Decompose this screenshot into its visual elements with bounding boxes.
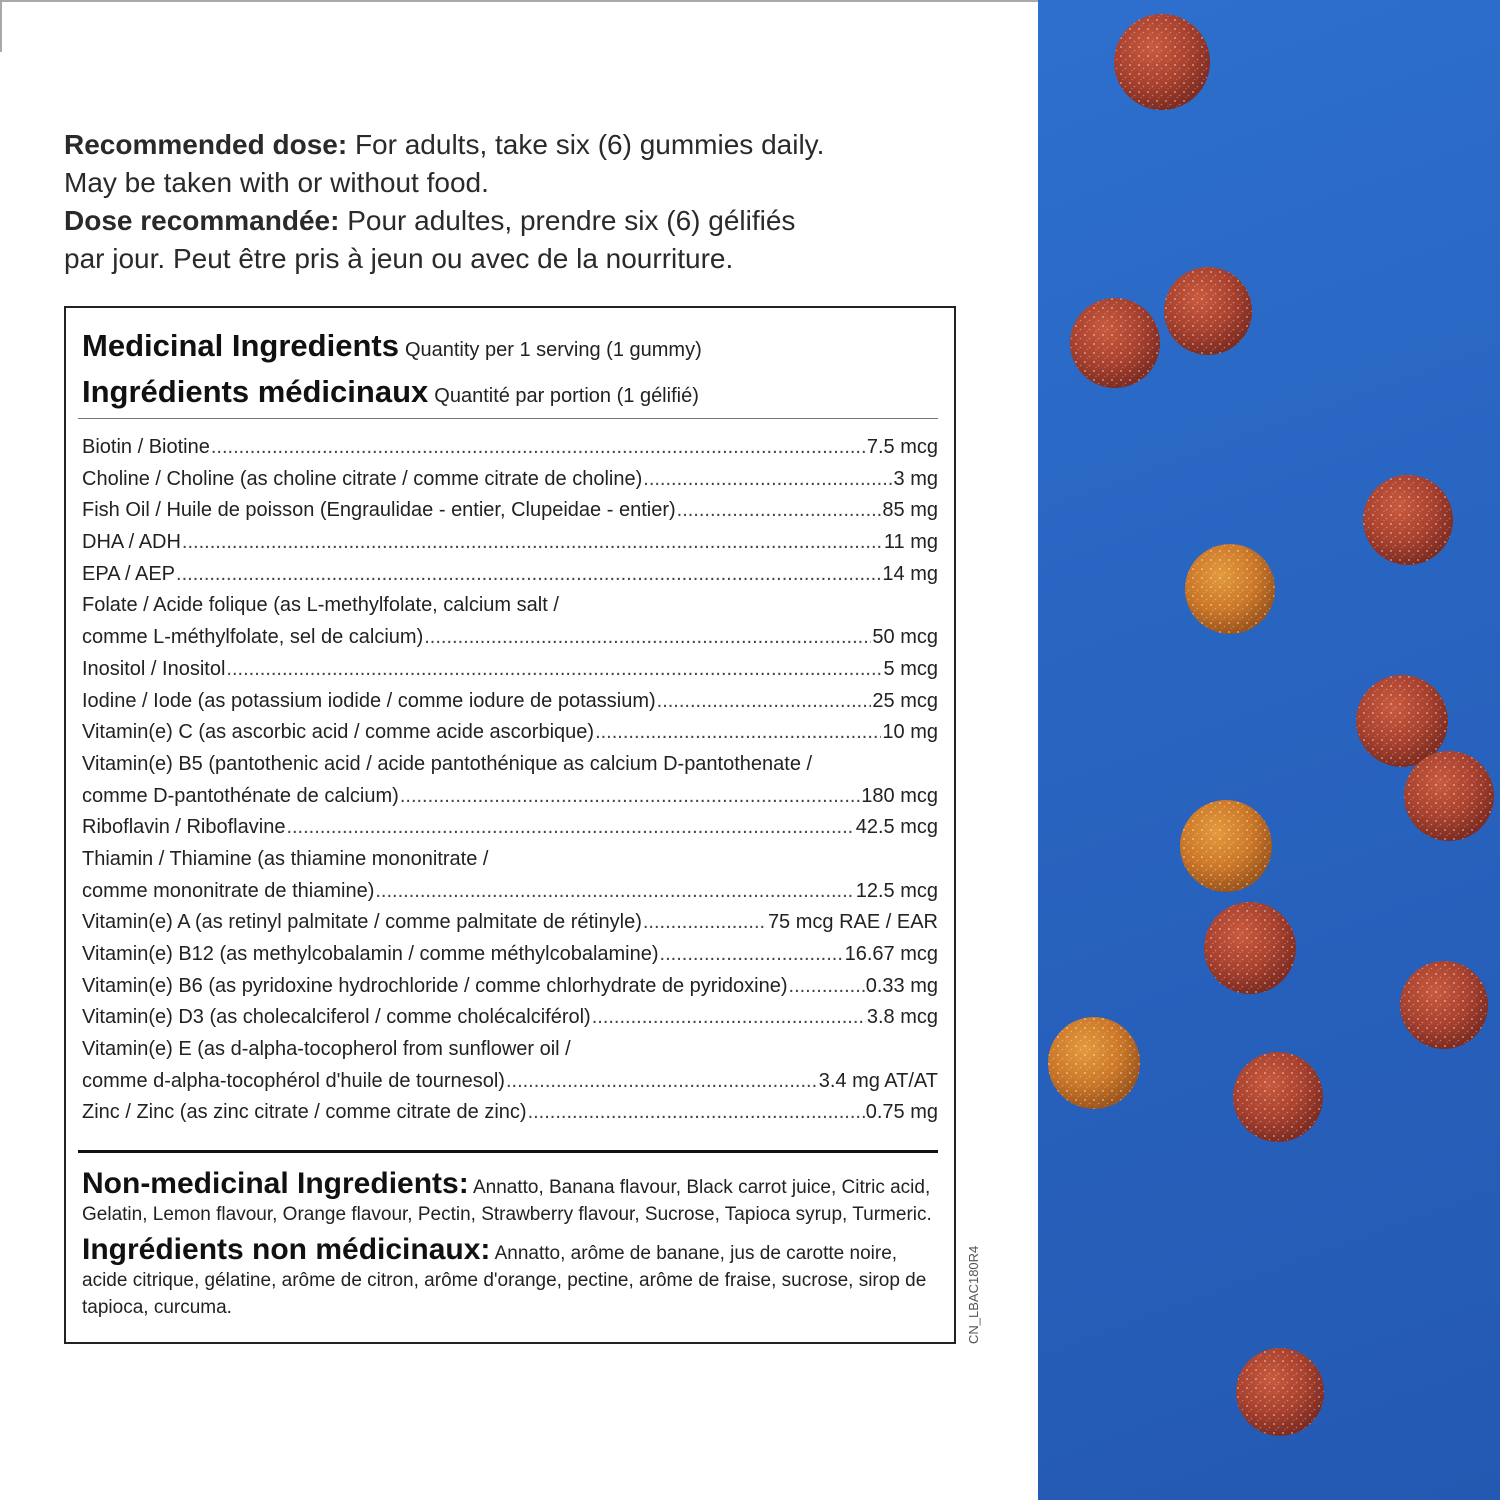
ingredient-row: [82, 626, 938, 658]
ingredients-panel: [64, 306, 956, 1344]
ingredient-name: Zinc / Zinc (as zinc citrate / comme citrate de zinc): [82, 1101, 527, 1124]
nonmedicinal-section: [82, 1167, 932, 1321]
dot-leader: [595, 721, 881, 744]
ingredient-name: Vitamin(e) E (as d-alpha-tocopherol from sunflower oil /: [82, 1038, 571, 1061]
dot-leader: [211, 436, 866, 459]
dot-leader: [677, 499, 882, 522]
gummy-6-red: [1356, 675, 1448, 767]
dot-leader: [182, 531, 883, 554]
ingredient-name: comme mononitrate de thiamine): [82, 879, 375, 902]
crop-corner-mark: [0, 0, 1040, 52]
ingredient-row: [82, 721, 938, 753]
ingredient-amount: 0.33 mg: [865, 974, 938, 997]
ingredient-name: Iodine / Iode (as potassium iodide / comme iodure de potassium): [82, 689, 656, 712]
ingredient-row: [82, 753, 938, 785]
label-code: CN_LBAC180R4: [966, 1245, 981, 1344]
nonmedicinal-text-en: Annatto, Banana flavour, Black carrot juice, Citric acid, Gelatin, Lemon flavour, Orange flavour, Pectin, Strawberry flavour, Sucrose, Tapioca syrup, Turmeric.: [82, 1177, 932, 1225]
gummy-13-red: [1236, 1348, 1324, 1436]
ingredient-name: Vitamin(e) B5 (pantothenic acid / acide pantothénique as calcium D-pantothenate /: [82, 752, 813, 775]
dot-leader: [789, 975, 865, 998]
dose-text-en-2: May be taken with or without food.: [64, 167, 489, 198]
dose-text-fr-1: Pour adultes, prendre six (6) gélifiés: [339, 205, 796, 236]
ingredient-row: [82, 1006, 938, 1038]
ingredient-name: Folate / Acide folique (as L-methylfolate, calcium salt /: [82, 594, 559, 617]
ingredient-name: Fish Oil / Huile de poisson (Engraulidae - entier, Clupeidae - entier): [82, 499, 676, 522]
gummy-5-orange: [1185, 544, 1275, 634]
dot-leader: [528, 1101, 865, 1124]
ingredient-name: comme D-pantothénate de calcium): [82, 784, 399, 807]
ingredient-row: [82, 880, 938, 912]
ingredient-name: Vitamin(e) B6 (as pyridoxine hydrochloride / comme chlorhydrate de pyridoxine): [82, 974, 788, 997]
dose-text-fr-2: par jour. Peut être pris à jeun ou avec de la nourriture.: [64, 243, 734, 274]
medicinal-ingredient-list: [82, 436, 938, 1133]
ingredient-row: [82, 658, 938, 690]
ingredient-row: [82, 911, 938, 943]
gummy-1-red: [1114, 14, 1210, 110]
gummy-7-red: [1404, 751, 1494, 841]
ingredient-row: [82, 816, 938, 848]
ingredient-name: Vitamin(e) D3 (as cholecalciferol / comme cholécalciférol): [82, 1006, 591, 1029]
gummies-illustration: [1038, 0, 1500, 1500]
ingredient-name: comme L-méthylfolate, sel de calcium): [82, 626, 424, 649]
gummy-4-red: [1363, 475, 1453, 565]
ingredient-row: [82, 690, 938, 722]
ingredient-row: [82, 468, 938, 500]
dot-leader: [424, 626, 871, 649]
ingredient-name: EPA / AEP: [82, 562, 176, 585]
ingredient-name: Inositol / Inositol: [82, 657, 226, 680]
ingredient-amount: 14 mg: [882, 562, 938, 585]
ingredient-name: Thiamin / Thiamine (as thiamine mononitrate /: [82, 847, 489, 870]
ingredient-amount: 5 mcg: [883, 657, 938, 680]
ingredient-row: [82, 785, 938, 817]
gummy-9-red: [1204, 902, 1296, 994]
ingredient-amount: 16.67 mcg: [844, 943, 938, 965]
ingredient-name: Riboflavin / Riboflavine: [82, 816, 286, 839]
dot-leader: [643, 468, 892, 491]
dose-label-fr: Dose recommandée:: [64, 205, 340, 236]
ingredient-amount: 3.8 mcg: [866, 1006, 938, 1029]
ingredient-amount: 25 mcg: [872, 689, 938, 712]
dot-leader: [286, 816, 854, 839]
ingredient-row: [82, 1101, 938, 1133]
ingredient-name: comme d-alpha-tocophérol d'huile de tournesol): [82, 1069, 505, 1092]
ingredient-row: [82, 563, 938, 595]
header-divider: [78, 418, 938, 419]
ingredient-row: [82, 943, 938, 975]
dot-leader: [592, 1006, 866, 1029]
dot-leader: [506, 1070, 818, 1093]
nonmedicinal-title-en: Non-medicinal Ingredients:: [82, 1167, 469, 1200]
gummy-photo-panel: [1038, 0, 1500, 1500]
ingredient-name: Vitamin(e) B12 (as methylcobalamin / comme méthylcobalamine): [82, 943, 659, 965]
ingredient-row: [82, 499, 938, 531]
ingredient-row: [82, 594, 938, 626]
dose-label-en: Recommended dose:: [64, 129, 348, 160]
ingredient-amount: 50 mcg: [872, 626, 938, 649]
gummy-10-red: [1400, 961, 1488, 1049]
gummy-11-orange: [1048, 1017, 1140, 1109]
medicinal-subtitle-fr: Quantité par portion (1 gélifié): [434, 385, 699, 407]
gummy-12-red: [1233, 1052, 1323, 1142]
gummy-3-red: [1070, 298, 1160, 388]
ingredient-amount: 42.5 mcg: [855, 816, 938, 839]
section-divider: [78, 1150, 938, 1153]
dot-leader: [657, 690, 872, 713]
ingredient-amount: 75 mcg RAE / EAR: [767, 911, 938, 934]
ingredient-amount: 12.5 mcg: [855, 879, 938, 902]
dot-leader: [400, 785, 860, 808]
ingredient-row: [82, 975, 938, 1007]
ingredient-row: [82, 531, 938, 563]
ingredient-amount: 11 mg: [883, 531, 938, 554]
ingredient-amount: 0.75 mg: [865, 1101, 938, 1124]
ingredient-amount: 3 mg: [893, 467, 938, 490]
ingredient-name: Vitamin(e) A (as retinyl palmitate / comme palmitate de rétinyle): [82, 911, 642, 934]
ingredient-amount: 85 mg: [882, 499, 938, 522]
ingredient-row: [82, 848, 938, 880]
ingredient-row: [82, 1038, 938, 1070]
nonmedicinal-text-fr: Annatto, arôme de banane, jus de carotte noire, acide citrique, gélatine, arôme de citron, arôme d'orange, pectine, arôme de fraise, sucrose, sirop de tapioca, curcuma.: [82, 1243, 927, 1318]
gummy-8-orange: [1180, 800, 1272, 892]
ingredient-name: DHA / ADH: [82, 531, 181, 554]
medicinal-header: [82, 326, 942, 418]
medicinal-title-en: Medicinal Ingredients: [82, 328, 399, 363]
ingredient-row: [82, 436, 938, 468]
ingredient-name: Biotin / Biotine: [82, 436, 210, 458]
nonmedicinal-title-fr: Ingrédients non médicinaux:: [82, 1233, 491, 1266]
recommended-dose: [64, 126, 964, 278]
dot-leader: [375, 880, 854, 903]
dose-text-en-1: For adults, take six (6) gummies daily.: [347, 129, 825, 160]
medicinal-title-fr: Ingrédients médicinaux: [82, 374, 429, 409]
gummy-2-red: [1164, 267, 1252, 355]
medicinal-subtitle-en: Quantity per 1 serving (1 gummy): [404, 339, 702, 361]
dot-leader: [643, 911, 767, 934]
ingredient-name: Choline / Choline (as choline citrate / comme citrate de choline): [82, 467, 643, 490]
ingredient-name: Vitamin(e) C (as ascorbic acid / comme acide ascorbique): [82, 721, 595, 744]
ingredient-amount: 10 mg: [882, 721, 938, 744]
ingredient-amount: 180 mcg: [861, 784, 938, 807]
dot-leader: [660, 943, 844, 966]
ingredient-amount: 7.5 mcg: [866, 436, 938, 458]
ingredient-amount: 3.4 mg AT/AT: [818, 1069, 938, 1092]
ingredient-row: [82, 1070, 938, 1102]
dot-leader: [226, 658, 882, 681]
dot-leader: [176, 563, 881, 586]
